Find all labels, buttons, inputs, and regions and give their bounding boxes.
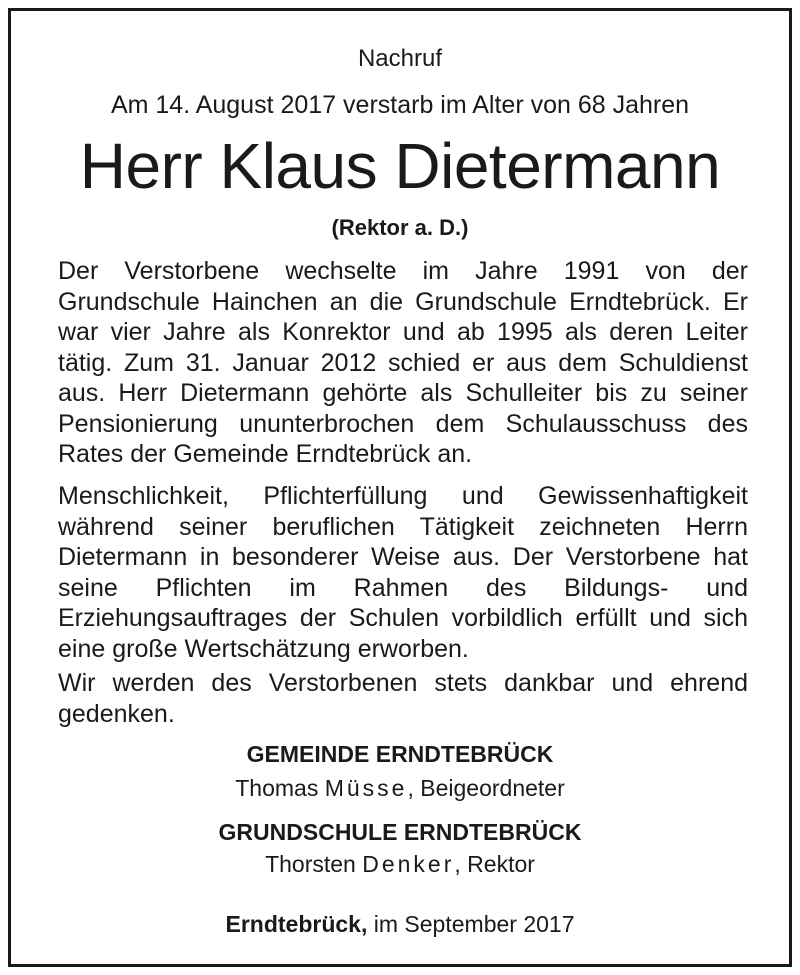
signatory-org-school: GRUNDSCHULE ERNDTEBRÜCK [218, 819, 582, 845]
signatory-role: , Rektor [454, 851, 535, 877]
paragraph-career: Der Verstorbene wechselte im Jahre 1991 von der Grundschule Hainchen an die Grundschule Erndtebrück. Er war vier Jahre als Konrektor und ab 1995 als deren Leiter tätig. Zum 31. Januar 2012 schied er aus dem Schuldienst aus. Herr Dietermann gehörte als Schulleiter bis zu seiner Pensionierung ununterbrochen dem Schulausschuss des Rates der Gemeinde Erndtebrück an. [58, 257, 748, 468]
paragraph-tribute: Menschlichkeit, Pflichterfüllung und Gewissenhaftigkeit während seiner beruflichen Tätigkeit zeichneten Herrn Dietermann in besonderer Weise aus. Der Verstorbene hat seine Pflichten im Rahmen des Bildungs- und Erziehungsauftrages der Schulen vorbildlich erfüllt und sich eine große Wertschätzung erworben. [58, 482, 748, 663]
signatory-person-school [11, 851, 789, 878]
paragraph-remembrance: Wir werden des Verstorbenen stets dankbar und ehrend gedenken. [58, 669, 748, 728]
signatory-first-name: Thomas [235, 775, 319, 801]
intro-line: Am 14. August 2017 verstarb im Alter von 68 Jahren [110, 91, 690, 119]
signatory-role: , Beigeordneter [407, 775, 565, 801]
signatory-first-name: Thorsten [265, 851, 356, 877]
deceased-title: (Rektor a. D.) [331, 215, 469, 240]
signatory-last-name: Müsse [324, 775, 408, 801]
obituary-notice [8, 8, 792, 967]
notice-heading: Nachruf [357, 45, 443, 72]
footer-date: im September 2017 [367, 911, 575, 937]
footer-place: Erndtebrück, [225, 911, 368, 937]
deceased-name: Herr Klaus Dietermann [79, 130, 721, 202]
signatory-org-municipality: GEMEINDE ERNDTEBRÜCK [246, 741, 554, 767]
place-date-line [11, 911, 789, 938]
signatory-last-name: Denker [362, 851, 455, 877]
signatory-person-municipality [11, 775, 789, 802]
